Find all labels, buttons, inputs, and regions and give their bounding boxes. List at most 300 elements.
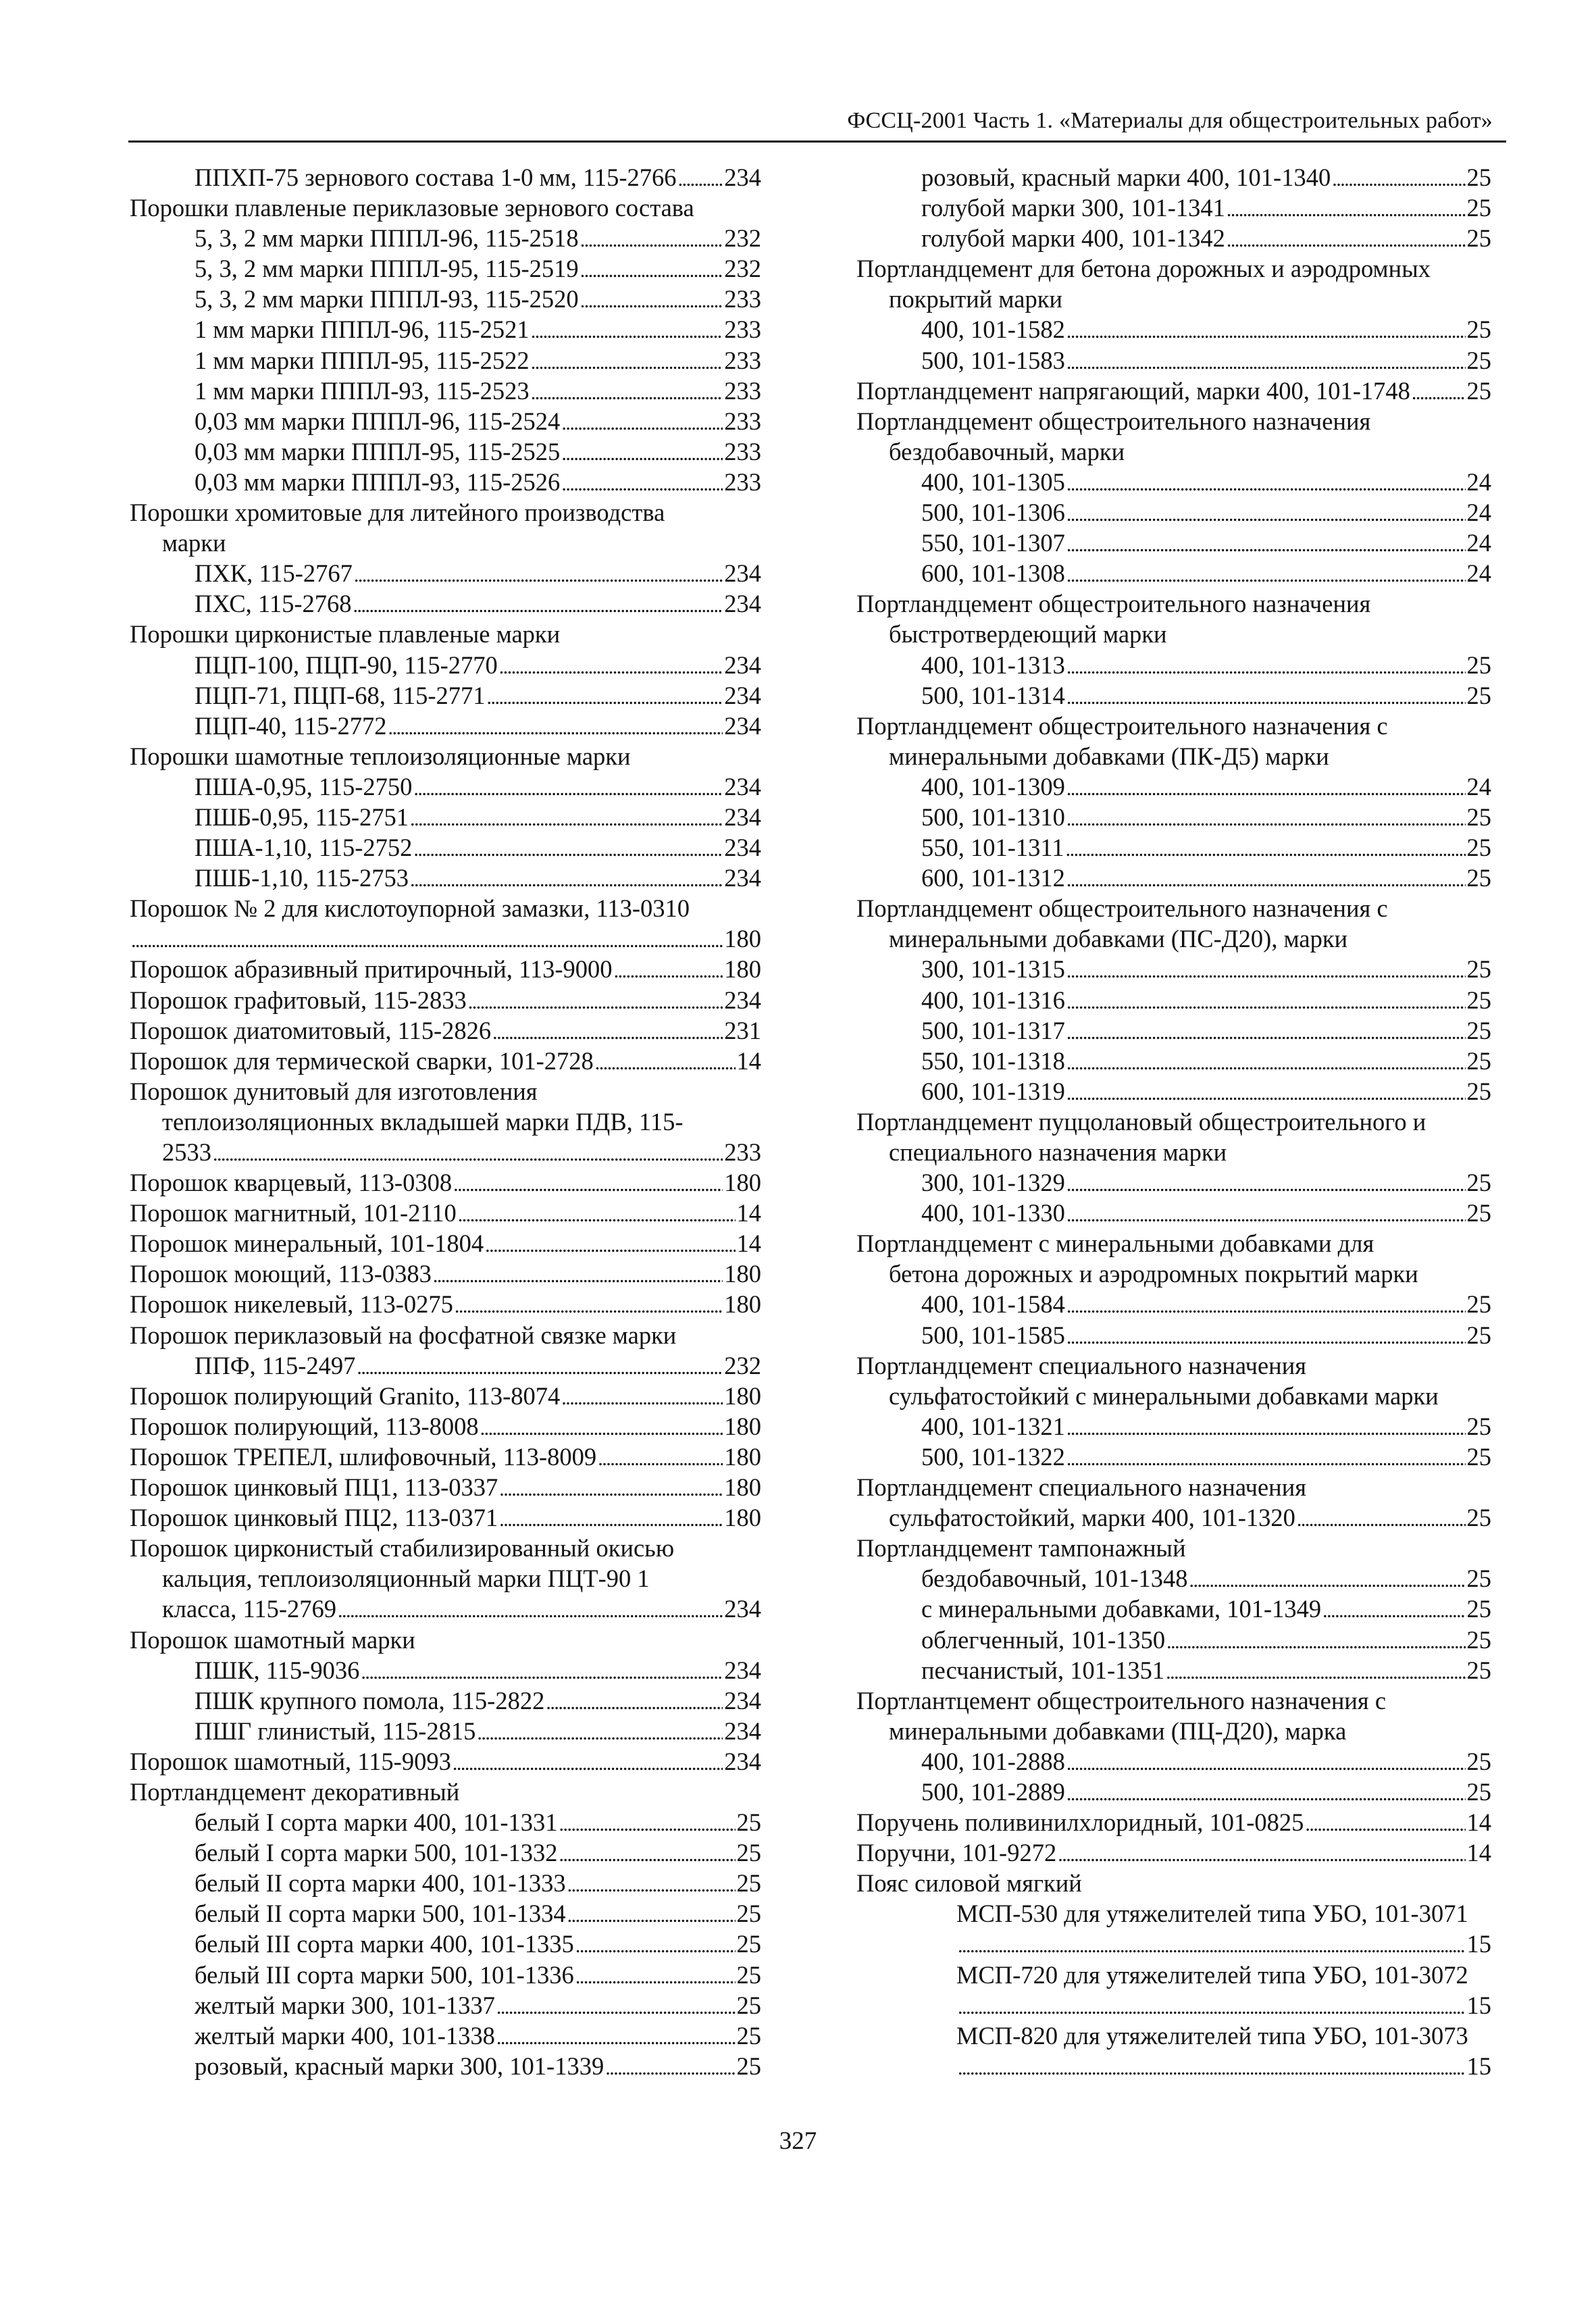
index-entry: МСП-820 для утяжелителей типа УБО, 101-3073	[956, 2021, 1468, 2050]
index-entry: быстротвердеющий марки	[889, 620, 1167, 649]
entry-label: Порошок никелевый, 113-0275	[130, 1290, 453, 1319]
entry-page-ref: 234	[724, 590, 761, 618]
entry-page-ref: 25	[736, 1808, 761, 1837]
dot-leader	[410, 802, 723, 834]
dot-leader	[338, 1594, 723, 1626]
dot-leader	[1066, 1167, 1466, 1200]
index-entry	[130, 1472, 761, 1502]
entry-page-ref: 231	[724, 1016, 761, 1044]
index-entry	[856, 467, 1491, 497]
index-entry	[130, 223, 761, 253]
index-entry	[130, 1198, 761, 1228]
entry-label: 500, 101-1583	[921, 346, 1065, 374]
entry-label: 400, 101-1321	[921, 1412, 1065, 1440]
entry-label: ПШК крупного помола, 115-2822	[195, 1686, 545, 1714]
entry-label: Порошок ТРЕПЕЛ, шлифовочный, 113-8009	[130, 1442, 597, 1471]
index-entry	[130, 2051, 761, 2081]
dot-leader	[1189, 1563, 1465, 1596]
dot-leader	[1305, 1807, 1465, 1839]
index-entry: покрытий марки	[889, 285, 1062, 313]
dot-leader	[499, 650, 723, 682]
entry-label: класса, 115-2769	[162, 1595, 336, 1623]
entry-label: 500, 101-1317	[921, 1016, 1065, 1044]
entry-page-ref: 25	[736, 1869, 761, 1898]
entry-label: Порошок графитовый, 115-2833	[130, 986, 467, 1014]
entry-page-ref: 234	[724, 834, 761, 862]
dot-leader	[1066, 1015, 1466, 1048]
dot-leader	[559, 1807, 736, 1839]
entry-page-ref: 24	[1466, 559, 1491, 588]
entry-page-ref: 234	[724, 163, 761, 191]
index-entry	[130, 680, 761, 711]
index-entry	[856, 1625, 1491, 1655]
entry-page-ref: 232	[724, 255, 761, 283]
entry-label: 300, 101-1315	[921, 955, 1065, 984]
entry-page-ref: 25	[736, 1991, 761, 2019]
index-entry: бездобавочный, марки	[889, 437, 1125, 465]
index-entry	[130, 253, 761, 284]
dot-leader	[1066, 528, 1466, 560]
index-entry	[856, 863, 1491, 893]
entry-label: розовый, красный марки 300, 101-1339	[195, 2052, 604, 2080]
entry-page-ref: 234	[724, 864, 761, 892]
entry-page-ref: 180	[724, 1290, 761, 1319]
entry-page-ref: 25	[1466, 1625, 1491, 1654]
dot-leader	[410, 863, 723, 895]
entry-label: белый II сорта марки 400, 101-1333	[195, 1869, 566, 1898]
dot-leader	[213, 1137, 723, 1169]
index-entry	[130, 1350, 761, 1381]
dot-leader	[353, 588, 723, 621]
index-entry	[130, 406, 761, 436]
index-entry	[856, 1837, 1491, 1868]
dot-leader	[499, 1502, 723, 1535]
dot-leader	[561, 467, 723, 499]
entry-label: 5, 3, 2 мм марки ПППЛ-95, 115-2519	[195, 255, 579, 283]
dot-leader	[559, 1837, 736, 1870]
entry-label: песчанистый, 101-1351	[921, 1656, 1165, 1684]
page-number: 327	[779, 2127, 817, 2155]
index-entry	[856, 832, 1491, 863]
dot-leader	[531, 314, 723, 347]
dot-leader	[433, 1259, 723, 1291]
entry-page-ref: 25	[1466, 955, 1491, 984]
entry-label: розовый, красный марки 400, 101-1340	[921, 163, 1331, 191]
index-entry: Порошки плавленые периклазовые зернового состава	[130, 194, 694, 222]
index-entry	[130, 284, 761, 314]
entry-label: Порошок минеральный, 101-1804	[130, 1229, 484, 1258]
index-entry	[130, 863, 761, 893]
index-entry	[856, 650, 1491, 680]
dot-leader	[1066, 680, 1466, 713]
entry-page-ref: 25	[1466, 1595, 1491, 1623]
header-rule	[128, 141, 1506, 143]
index-entry	[130, 832, 761, 863]
dot-leader	[1297, 1502, 1466, 1535]
entry-label: Поручни, 101-9272	[856, 1839, 1057, 1867]
dot-leader	[1066, 1198, 1466, 1230]
index-entry	[130, 376, 761, 406]
entry-label: ПШГ глинистый, 115-2815	[195, 1717, 476, 1745]
index-entry	[856, 1746, 1491, 1777]
entry-label: 1 мм марки ПППЛ-95, 115-2522	[195, 346, 530, 374]
index-entry	[130, 711, 761, 741]
entry-page-ref: 14	[736, 1046, 761, 1075]
index-entry: Портландцемент пуццолановый общестроительного и	[856, 1107, 1426, 1136]
dot-leader	[614, 954, 723, 986]
entry-page-ref: 25	[1466, 1199, 1491, 1227]
dot-leader	[1066, 497, 1466, 530]
index-entry: Портландцемент с минеральными добавками для	[856, 1229, 1374, 1258]
entry-page-ref: 15	[1466, 1991, 1491, 2019]
entry-page-ref: 25	[1466, 1321, 1491, 1349]
dot-leader	[1066, 1046, 1466, 1078]
index-entry	[856, 1198, 1491, 1228]
index-entry	[130, 345, 761, 376]
entry-page-ref: 25	[1466, 163, 1491, 191]
entry-label: 1 мм марки ПППЛ-93, 115-2523	[195, 376, 530, 405]
entry-page-ref: 25	[1466, 834, 1491, 862]
index-entry	[856, 558, 1491, 588]
entry-label: ПША-1,10, 115-2752	[195, 834, 413, 862]
dot-leader	[1166, 1655, 1465, 1687]
dot-leader	[1066, 650, 1466, 682]
entry-page-ref: 234	[724, 1747, 761, 1775]
entry-label: 500, 101-1310	[921, 803, 1065, 831]
index-entry	[856, 1046, 1491, 1076]
index-entry: Порошок № 2 для кислотоупорной замазки, 113-0310	[130, 894, 690, 923]
dot-leader	[487, 680, 723, 713]
entry-page-ref: 25	[736, 1930, 761, 1958]
index-entry: Портлантцемент общестроительного назначения с	[856, 1686, 1387, 1714]
index-entry: Порошок периклазовый на фосфатной связке марки	[130, 1321, 677, 1349]
entry-label: 500, 101-1322	[921, 1442, 1065, 1471]
index-entry: теплоизоляционных вкладышей марки ПДВ, 115-	[162, 1107, 684, 1136]
index-entry	[856, 345, 1491, 376]
index-entry	[130, 1746, 761, 1777]
entry-page-ref: 234	[724, 711, 761, 740]
entry-page-ref: 25	[1466, 1504, 1491, 1532]
index-entry: специального назначения марки	[889, 1138, 1227, 1166]
entry-label: ПЦП-40, 115-2772	[195, 711, 387, 740]
dot-leader	[561, 406, 723, 438]
index-entry	[856, 1167, 1491, 1198]
index-entry: МСП-530 для утяжелителей типа УБО, 101-3071	[956, 1900, 1468, 1928]
index-entry	[856, 162, 1491, 193]
index-entry	[856, 771, 1491, 802]
entry-page-ref: 25	[1466, 346, 1491, 374]
index-entry	[130, 436, 761, 467]
entry-label: ППФ, 115-2497	[195, 1351, 356, 1379]
index-entry	[130, 1289, 761, 1319]
entry-page-ref: 25	[1466, 986, 1491, 1014]
entry-page-ref: 234	[724, 651, 761, 679]
dot-leader	[455, 1289, 723, 1321]
index-entry	[130, 802, 761, 832]
entry-label: Порошок цинковый ПЦ2, 113-0371	[130, 1504, 498, 1532]
dot-leader	[567, 1898, 736, 1931]
index-entry: марки	[162, 529, 226, 557]
entry-label: ПХК, 115-2767	[195, 559, 353, 588]
dot-leader	[1066, 863, 1466, 895]
index-entry: Порошки шамотные теплоизоляционные марки	[130, 742, 631, 770]
entry-label: Порошок абразивный притирочный, 113-9000	[130, 955, 613, 984]
index-entry	[130, 1960, 761, 1990]
dot-leader	[458, 1198, 736, 1230]
entry-page-ref: 25	[1466, 1656, 1491, 1684]
dot-leader	[1066, 1076, 1466, 1109]
dot-leader	[357, 1350, 723, 1383]
dot-leader	[361, 1655, 723, 1687]
dot-leader	[1066, 771, 1466, 804]
entry-label: Поручень поливинилхлоридный, 101-0825	[856, 1808, 1304, 1837]
entry-page-ref: 234	[724, 803, 761, 831]
dot-leader	[480, 1411, 723, 1444]
entry-label: Портландцемент напрягающий, марки 400, 101-1748	[856, 376, 1410, 405]
entry-label: ПША-0,95, 115-2750	[195, 772, 413, 800]
index-column-left	[130, 162, 761, 2081]
dot-leader	[1066, 832, 1466, 865]
index-entry	[130, 1655, 761, 1685]
dot-leader	[575, 1929, 736, 1961]
index-entry	[856, 1502, 1491, 1533]
index-entry: минеральными добавками (ПС-Д20), марки	[889, 925, 1348, 953]
dot-leader	[598, 1442, 723, 1474]
index-entry	[130, 1685, 761, 1716]
dot-leader	[1066, 1320, 1466, 1352]
dot-leader	[1066, 954, 1466, 986]
entry-page-ref: 25	[1466, 1016, 1491, 1044]
entry-label: 2533	[162, 1138, 211, 1166]
entry-page-ref: 233	[724, 376, 761, 405]
index-entry	[856, 1320, 1491, 1350]
entry-page-ref: 25	[1466, 864, 1491, 892]
index-entry	[130, 985, 761, 1015]
index-entry	[130, 1411, 761, 1442]
entry-page-ref: 15	[1466, 1930, 1491, 1958]
entry-label: голубой марки 400, 101-1342	[921, 224, 1225, 253]
entry-label: 400, 101-2888	[921, 1747, 1065, 1775]
dot-leader	[1066, 467, 1466, 499]
index-entry	[130, 1137, 761, 1167]
index-entry	[856, 1990, 1491, 2020]
index-entry	[130, 1594, 761, 1624]
entry-page-ref: 180	[724, 1473, 761, 1502]
dot-leader	[567, 1868, 736, 1900]
index-entry	[130, 2020, 761, 2051]
index-entry: Порошок дунитовый для изготовления	[130, 1077, 538, 1105]
entry-label: Порошок кварцевый, 113-0308	[130, 1169, 453, 1197]
index-entry	[130, 467, 761, 497]
dot-leader	[605, 2051, 735, 2083]
entry-label: желтый марки 300, 101-1337	[195, 1991, 495, 2019]
index-entry	[130, 1167, 761, 1198]
entry-page-ref: 25	[736, 2052, 761, 2080]
entry-page-ref: 25	[1466, 1442, 1491, 1471]
index-entry: Пояс силовой мягкий	[856, 1869, 1082, 1898]
entry-page-ref: 14	[1466, 1839, 1491, 1867]
dot-leader	[388, 711, 723, 743]
index-entry	[130, 1837, 761, 1868]
entry-page-ref: 25	[736, 1839, 761, 1867]
entry-page-ref: 25	[1466, 1747, 1491, 1775]
entry-label: ППХП-75 зернового состава 1-0 мм, 115-2766	[195, 163, 677, 191]
entry-label: ПШК, 115-9036	[195, 1656, 360, 1684]
index-entry: бетона дорожных и аэродромных покрытий марки	[889, 1260, 1418, 1288]
entry-label: 500, 101-1306	[921, 499, 1065, 527]
dot-leader	[468, 985, 723, 1017]
entry-label: ПШБ-0,95, 115-2751	[195, 803, 409, 831]
entry-page-ref: 234	[724, 986, 761, 1014]
dot-leader	[561, 1381, 723, 1413]
dot-leader	[453, 1167, 723, 1200]
index-entry	[130, 1868, 761, 1898]
entry-page-ref: 25	[1466, 1169, 1491, 1197]
entry-page-ref: 233	[724, 315, 761, 344]
entry-label: белый I сорта марки 400, 101-1331	[195, 1808, 558, 1837]
entry-label: сульфатостойкий, марки 400, 101-1320	[889, 1504, 1295, 1532]
index-entry	[130, 162, 761, 193]
entry-label: Порошок моющий, 113-0383	[130, 1260, 432, 1288]
dot-leader	[1066, 1442, 1466, 1474]
entry-label: с минеральными добавками, 101-1349	[921, 1595, 1322, 1623]
index-entry	[130, 1929, 761, 1959]
entry-label: 0,03 мм марки ПППЛ-96, 115-2524	[195, 407, 561, 435]
entry-page-ref: 232	[724, 224, 761, 253]
entry-page-ref: 180	[724, 1442, 761, 1471]
index-entry: минеральными добавками (ПЦ-Д20), марка	[889, 1717, 1347, 1745]
index-entry	[856, 1929, 1491, 1959]
index-entry: МСП-720 для утяжелителей типа УБО, 101-3072	[956, 1960, 1468, 1989]
entry-label: Порошок магнитный, 101-2110	[130, 1199, 457, 1227]
entry-page-ref: 24	[1466, 529, 1491, 557]
entry-label: 500, 101-1585	[921, 1321, 1065, 1349]
index-entry: Портландцемент тампонажный	[856, 1534, 1186, 1562]
index-entry: сульфатостойкий с минеральными добавками марки	[889, 1381, 1439, 1410]
index-entry	[856, 223, 1491, 253]
dot-leader	[1066, 1777, 1466, 1809]
dot-leader	[958, 1929, 1466, 1961]
entry-label: 5, 3, 2 мм марки ПППЛ-96, 115-2518	[195, 224, 579, 253]
entry-label: ПХС, 115-2768	[195, 590, 352, 618]
entry-label: Порошок для термической сварки, 101-2728	[130, 1046, 594, 1075]
index-entry	[130, 1807, 761, 1837]
index-entry	[130, 1442, 761, 1472]
index-entry	[856, 680, 1491, 711]
dot-leader	[1066, 345, 1466, 378]
entry-page-ref: 180	[724, 1381, 761, 1410]
index-entry	[856, 1655, 1491, 1685]
index-entry	[130, 558, 761, 588]
entry-page-ref: 25	[1466, 1777, 1491, 1806]
dot-leader	[413, 771, 723, 804]
dot-leader	[1066, 1289, 1466, 1321]
entry-label: белый III сорта марки 400, 101-1335	[195, 1930, 574, 1958]
entry-page-ref: 233	[724, 1138, 761, 1166]
entry-label: Порошок цинковый ПЦ1, 113-0337	[130, 1473, 498, 1502]
entry-page-ref: 233	[724, 346, 761, 374]
index-entry	[856, 1411, 1491, 1442]
dot-leader	[1066, 985, 1466, 1017]
index-entry	[130, 314, 761, 345]
dot-leader	[354, 558, 723, 590]
dot-leader	[1322, 1594, 1465, 1626]
entry-label: 400, 101-1584	[921, 1290, 1065, 1319]
entry-label: ПШБ-1,10, 115-2753	[195, 864, 409, 892]
entry-page-ref: 234	[724, 1686, 761, 1714]
dot-leader	[580, 284, 723, 316]
dot-leader	[1058, 1837, 1465, 1870]
index-entry	[856, 954, 1491, 984]
entry-page-ref: 234	[724, 1656, 761, 1684]
dot-leader	[1412, 376, 1466, 408]
index-entry	[130, 1990, 761, 2020]
entry-label: ПЦП-100, ПЦП-90, 115-2770	[195, 651, 498, 679]
entry-label: 600, 101-1319	[921, 1077, 1065, 1105]
index-entry	[856, 802, 1491, 832]
entry-label: белый III сорта марки 500, 101-1336	[195, 1960, 574, 1989]
index-entry	[130, 1381, 761, 1411]
dot-leader	[575, 1960, 736, 1992]
entry-page-ref: 25	[1466, 376, 1491, 405]
dot-leader	[496, 1990, 736, 2023]
dot-leader	[678, 162, 723, 195]
entry-page-ref: 233	[724, 285, 761, 313]
entry-page-ref: 233	[724, 437, 761, 465]
entry-page-ref: 25	[736, 1960, 761, 1989]
index-entry	[856, 1777, 1491, 1807]
dot-leader	[1227, 193, 1466, 225]
index-entry: Портландцемент общестроительного назначения	[856, 590, 1371, 618]
dot-leader	[131, 923, 723, 956]
entry-label: 400, 101-1330	[921, 1199, 1065, 1227]
entry-label: 400, 101-1582	[921, 315, 1065, 344]
entry-page-ref: 180	[724, 1169, 761, 1197]
entry-label: Порошок диатомитовый, 115-2826	[130, 1016, 492, 1044]
index-entry: Портландцемент общестроительного назначения с	[856, 894, 1388, 923]
entry-label: 500, 101-2889	[921, 1777, 1065, 1806]
dot-leader	[1332, 162, 1465, 195]
entry-page-ref: 14	[1466, 1808, 1491, 1837]
index-entry	[130, 923, 761, 954]
entry-page-ref: 180	[724, 925, 761, 953]
index-entry	[856, 376, 1491, 406]
entry-page-ref: 25	[1466, 1565, 1491, 1593]
index-entry	[130, 954, 761, 984]
dot-leader	[580, 223, 723, 255]
entry-page-ref: 25	[736, 1900, 761, 1928]
entry-page-ref: 232	[724, 1351, 761, 1379]
index-entry: Портландцемент специального назначения	[856, 1351, 1307, 1379]
dot-leader	[1066, 802, 1466, 834]
entry-label: 550, 101-1307	[921, 529, 1065, 557]
entry-page-ref: 234	[724, 1717, 761, 1745]
index-entry	[130, 771, 761, 802]
entry-page-ref: 25	[1466, 651, 1491, 679]
entry-page-ref: 25	[1466, 224, 1491, 253]
dot-leader	[499, 1472, 723, 1504]
index-entry	[130, 588, 761, 619]
index-entry	[130, 1502, 761, 1533]
dot-leader	[477, 1716, 723, 1748]
entry-page-ref: 25	[1466, 1046, 1491, 1075]
dot-leader	[546, 1685, 723, 1718]
entry-page-ref: 180	[724, 1260, 761, 1288]
dot-leader	[561, 436, 723, 469]
dot-leader	[1227, 223, 1466, 255]
index-entry	[130, 1898, 761, 1929]
dot-leader	[492, 1015, 723, 1048]
